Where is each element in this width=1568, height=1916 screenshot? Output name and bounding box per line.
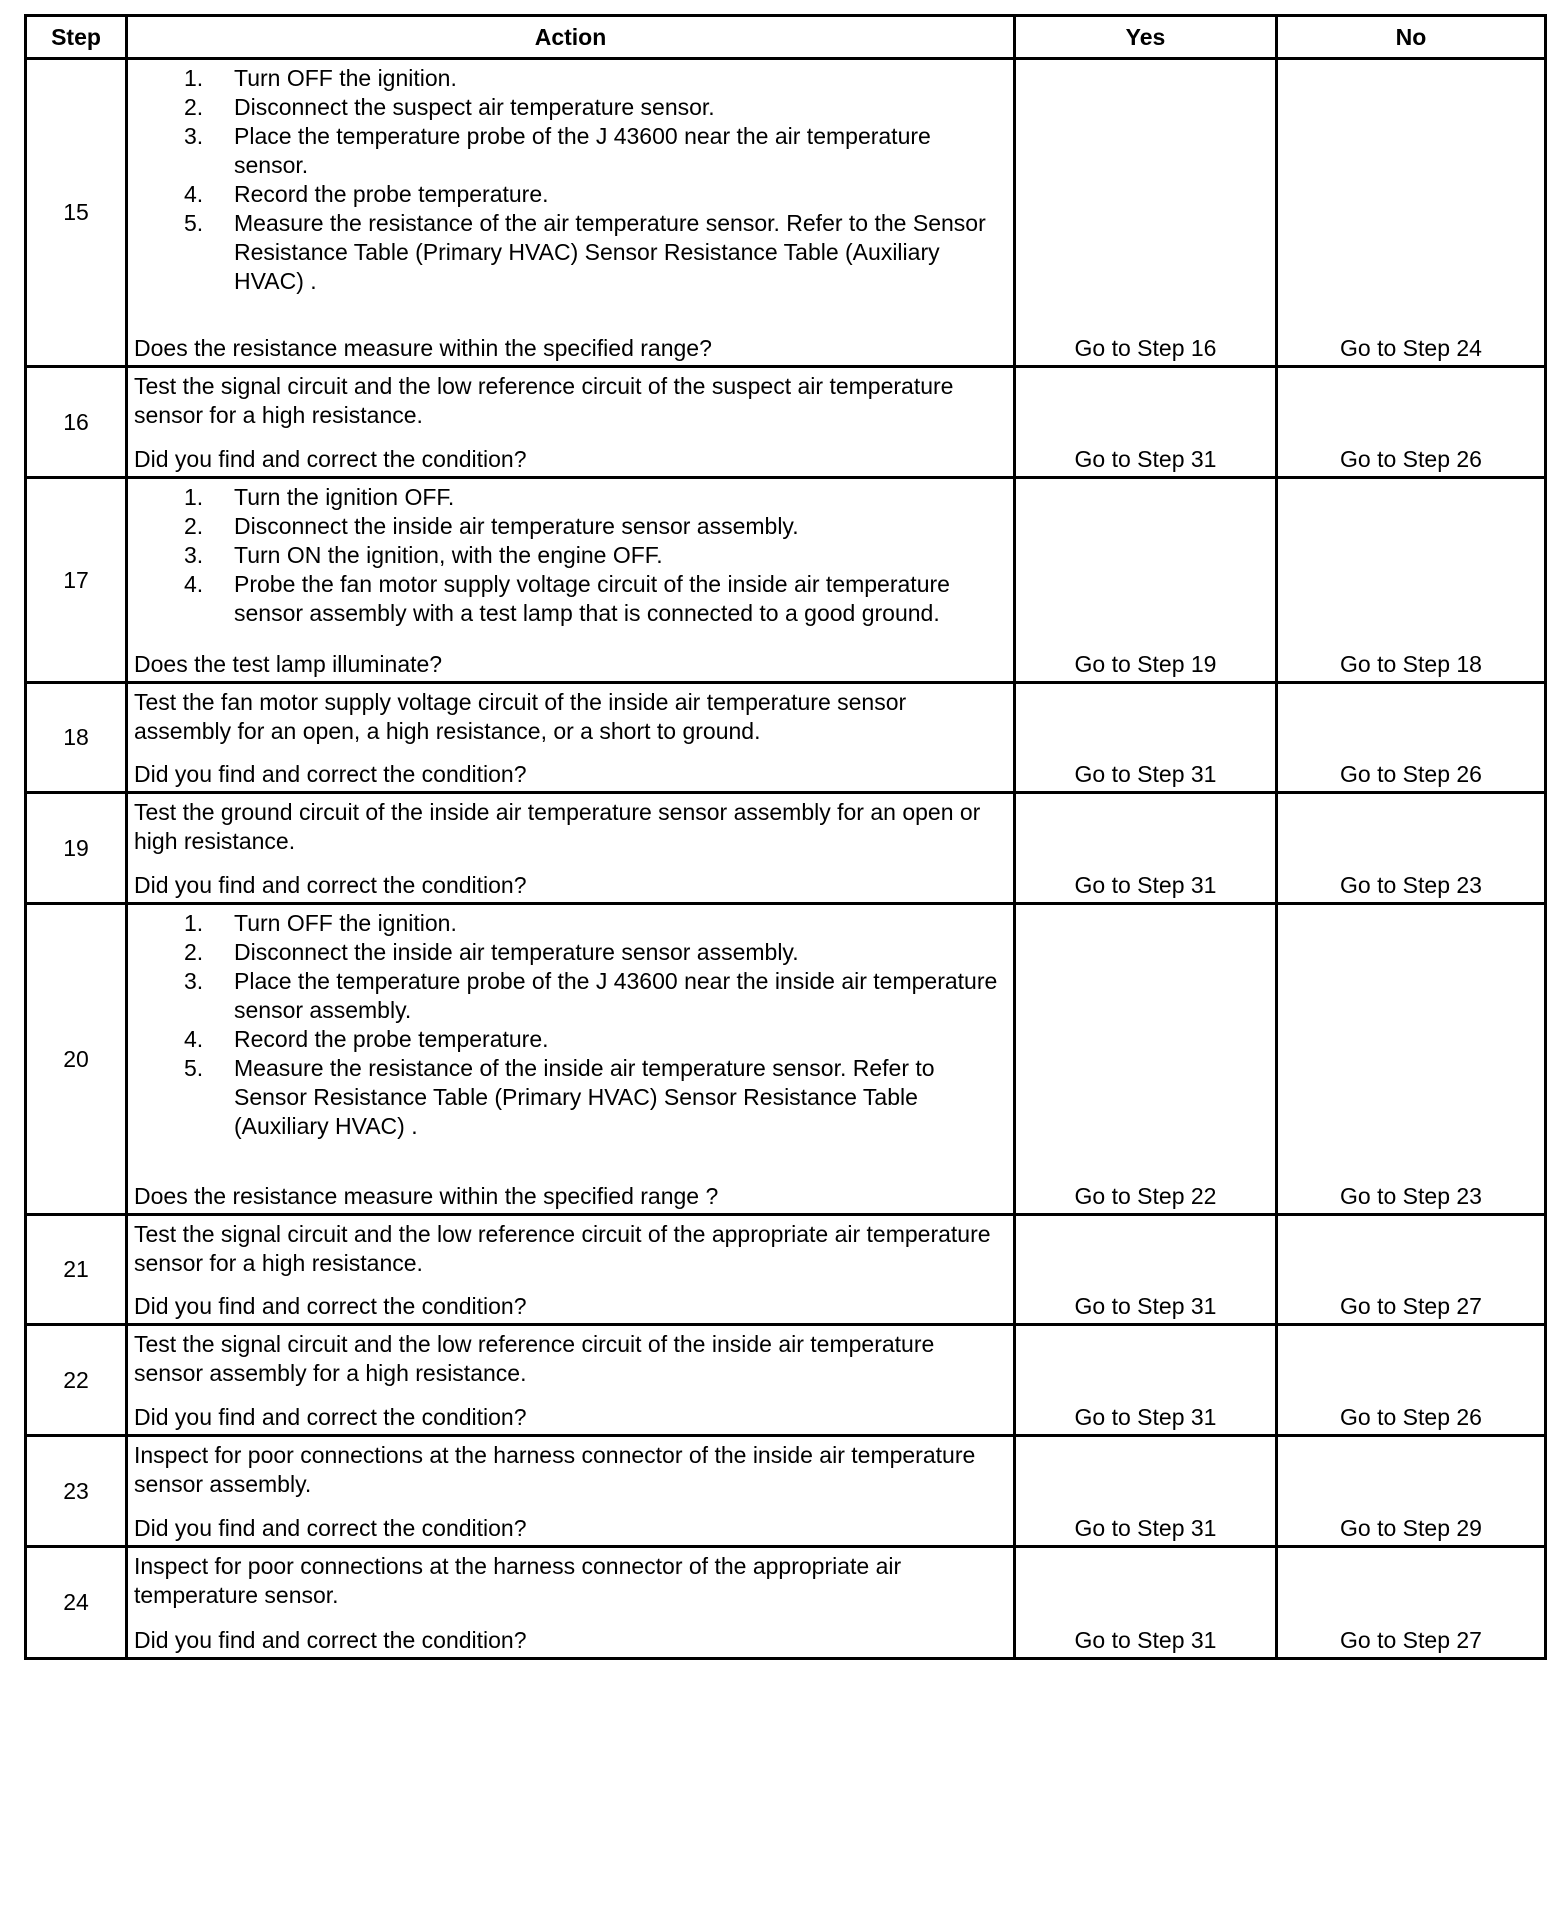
action-cell bbox=[127, 793, 1015, 904]
action-cell bbox=[127, 683, 1015, 793]
no-result: Go to Step 18 bbox=[1277, 478, 1546, 683]
header-action: Action bbox=[127, 16, 1015, 59]
action-question: Did you find and correct the condition? bbox=[134, 1627, 527, 1653]
action-step-number: 3. bbox=[184, 542, 204, 568]
action-description: Inspect for poor connections at the harness connector of the appropriate air temperature sensor. bbox=[134, 1553, 902, 1608]
action-question: Did you find and correct the condition? bbox=[134, 761, 527, 787]
action-step-number: 3. bbox=[184, 968, 204, 994]
no-result: Go to Step 27 bbox=[1277, 1547, 1546, 1659]
action-step-item bbox=[184, 967, 1007, 1025]
table-row bbox=[26, 683, 1546, 793]
diagnostic-table bbox=[24, 14, 1547, 1660]
action-step-text: Turn the ignition OFF. bbox=[234, 484, 455, 510]
table-row bbox=[26, 904, 1546, 1215]
no-result: Go to Step 26 bbox=[1277, 367, 1546, 478]
action-step-text: Measure the resistance of the inside air temperature sensor. Refer to Sensor Resistance Table (Primary HVAC) Sensor Resistance Table (Auxiliary HVAC) . bbox=[234, 1055, 935, 1139]
action-step-text: Place the temperature probe of the J 43600 near the inside air temperature sensor assembly. bbox=[234, 968, 998, 1023]
no-result: Go to Step 26 bbox=[1277, 1325, 1546, 1436]
header-yes: Yes bbox=[1015, 16, 1277, 59]
action-step-text: Place the temperature probe of the J 43600 near the air temperature sensor. bbox=[234, 123, 931, 178]
action-step-text: Disconnect the inside air temperature sensor assembly. bbox=[234, 939, 799, 965]
action-step-text: Probe the fan motor supply voltage circuit of the inside air temperature sensor assembly with a test lamp that is connected to a good ground. bbox=[234, 571, 950, 626]
no-result: Go to Step 23 bbox=[1277, 793, 1546, 904]
no-result: Go to Step 29 bbox=[1277, 1436, 1546, 1547]
step-number: 16 bbox=[26, 367, 127, 478]
action-cell bbox=[127, 1325, 1015, 1436]
table-body bbox=[26, 59, 1546, 1659]
step-number: 24 bbox=[26, 1547, 127, 1659]
table-row bbox=[26, 793, 1546, 904]
action-question: Did you find and correct the condition? bbox=[134, 446, 527, 472]
action-question: Did you find and correct the condition? bbox=[134, 1404, 527, 1430]
action-step-number: 2. bbox=[184, 94, 204, 120]
no-result: Go to Step 26 bbox=[1277, 683, 1546, 793]
step-number: 17 bbox=[26, 478, 127, 683]
action-step-number: 4. bbox=[184, 571, 204, 597]
action-steps-list bbox=[134, 64, 1007, 296]
yes-result: Go to Step 31 bbox=[1015, 1547, 1277, 1659]
action-step-item bbox=[184, 93, 1007, 122]
action-step-item bbox=[184, 570, 1007, 628]
step-number: 15 bbox=[26, 59, 127, 367]
yes-result: Go to Step 16 bbox=[1015, 59, 1277, 367]
action-step-number: 2. bbox=[184, 939, 204, 965]
step-number: 18 bbox=[26, 683, 127, 793]
action-step-item bbox=[184, 64, 1007, 93]
action-question: Did you find and correct the condition? bbox=[134, 872, 527, 898]
action-question: Did you find and correct the condition? bbox=[134, 1293, 527, 1319]
table-row bbox=[26, 1215, 1546, 1325]
action-cell bbox=[127, 478, 1015, 683]
action-step-number: 1. bbox=[184, 910, 204, 936]
action-step-text: Turn ON the ignition, with the engine OFF. bbox=[234, 542, 663, 568]
no-result: Go to Step 23 bbox=[1277, 904, 1546, 1215]
action-step-item bbox=[184, 512, 1007, 541]
action-cell bbox=[127, 367, 1015, 478]
yes-result: Go to Step 31 bbox=[1015, 793, 1277, 904]
action-description: Test the fan motor supply voltage circuit of the inside air temperature sensor assembly for an open, a high resistance, or a short to ground. bbox=[134, 689, 907, 744]
action-step-item bbox=[184, 909, 1007, 938]
yes-result: Go to Step 19 bbox=[1015, 478, 1277, 683]
table-row bbox=[26, 1325, 1546, 1436]
action-description: Test the signal circuit and the low reference circuit of the appropriate air temperature sensor for a high resistance. bbox=[134, 1221, 991, 1276]
no-result: Go to Step 24 bbox=[1277, 59, 1546, 367]
action-step-item bbox=[184, 1025, 1007, 1054]
yes-result: Go to Step 31 bbox=[1015, 367, 1277, 478]
action-question: Does the resistance measure within the specified range? bbox=[134, 335, 712, 361]
action-cell bbox=[127, 904, 1015, 1215]
action-cell bbox=[127, 1547, 1015, 1659]
action-step-number: 5. bbox=[184, 210, 204, 236]
action-step-item bbox=[184, 1054, 1007, 1141]
action-step-number: 4. bbox=[184, 181, 204, 207]
action-description: Test the signal circuit and the low reference circuit of the inside air temperature sensor assembly for a high resistance. bbox=[134, 1331, 935, 1386]
table-row bbox=[26, 1436, 1546, 1547]
action-step-item bbox=[184, 180, 1007, 209]
action-step-text: Turn OFF the ignition. bbox=[234, 65, 457, 91]
yes-result: Go to Step 31 bbox=[1015, 1215, 1277, 1325]
action-description: Test the signal circuit and the low reference circuit of the suspect air temperature sensor for a high resistance. bbox=[134, 373, 954, 428]
action-step-text: Disconnect the inside air temperature sensor assembly. bbox=[234, 513, 799, 539]
action-step-text: Turn OFF the ignition. bbox=[234, 910, 457, 936]
action-step-number: 1. bbox=[184, 484, 204, 510]
table-row bbox=[26, 1547, 1546, 1659]
action-step-text: Record the probe temperature. bbox=[234, 1026, 549, 1052]
no-result: Go to Step 27 bbox=[1277, 1215, 1546, 1325]
table-row bbox=[26, 367, 1546, 478]
action-step-text: Disconnect the suspect air temperature sensor. bbox=[234, 94, 715, 120]
action-cell bbox=[127, 1436, 1015, 1547]
action-cell bbox=[127, 59, 1015, 367]
action-steps-list bbox=[134, 483, 1007, 628]
action-question: Does the test lamp illuminate? bbox=[134, 651, 443, 677]
step-number: 20 bbox=[26, 904, 127, 1215]
header-no: No bbox=[1277, 16, 1546, 59]
action-step-text: Record the probe temperature. bbox=[234, 181, 549, 207]
action-description: Test the ground circuit of the inside air temperature sensor assembly for an open or high resistance. bbox=[134, 799, 981, 854]
table-row bbox=[26, 478, 1546, 683]
action-step-text: Measure the resistance of the air temperature sensor. Refer to the Sensor Resistance Table (Primary HVAC) Sensor Resistance Table (Auxiliary HVAC) . bbox=[234, 210, 986, 294]
action-step-item bbox=[184, 122, 1007, 180]
yes-result: Go to Step 22 bbox=[1015, 904, 1277, 1215]
action-step-number: 3. bbox=[184, 123, 204, 149]
diagnostic-table-page bbox=[24, 14, 1544, 1660]
action-question: Does the resistance measure within the specified range ? bbox=[134, 1183, 719, 1209]
header-step: Step bbox=[26, 16, 127, 59]
action-step-item bbox=[184, 209, 1007, 296]
step-number: 21 bbox=[26, 1215, 127, 1325]
action-steps-list bbox=[134, 909, 1007, 1141]
step-number: 22 bbox=[26, 1325, 127, 1436]
action-step-item bbox=[184, 541, 1007, 570]
yes-result: Go to Step 31 bbox=[1015, 1325, 1277, 1436]
action-step-number: 4. bbox=[184, 1026, 204, 1052]
step-number: 19 bbox=[26, 793, 127, 904]
action-description: Inspect for poor connections at the harness connector of the inside air temperature sensor assembly. bbox=[134, 1442, 976, 1497]
step-number: 23 bbox=[26, 1436, 127, 1547]
action-step-item bbox=[184, 483, 1007, 512]
action-step-number: 1. bbox=[184, 65, 204, 91]
header-row bbox=[26, 16, 1546, 59]
table-row bbox=[26, 59, 1546, 367]
action-step-number: 2. bbox=[184, 513, 204, 539]
yes-result: Go to Step 31 bbox=[1015, 1436, 1277, 1547]
yes-result: Go to Step 31 bbox=[1015, 683, 1277, 793]
action-step-item bbox=[184, 938, 1007, 967]
action-cell bbox=[127, 1215, 1015, 1325]
action-step-number: 5. bbox=[184, 1055, 204, 1081]
action-question: Did you find and correct the condition? bbox=[134, 1515, 527, 1541]
